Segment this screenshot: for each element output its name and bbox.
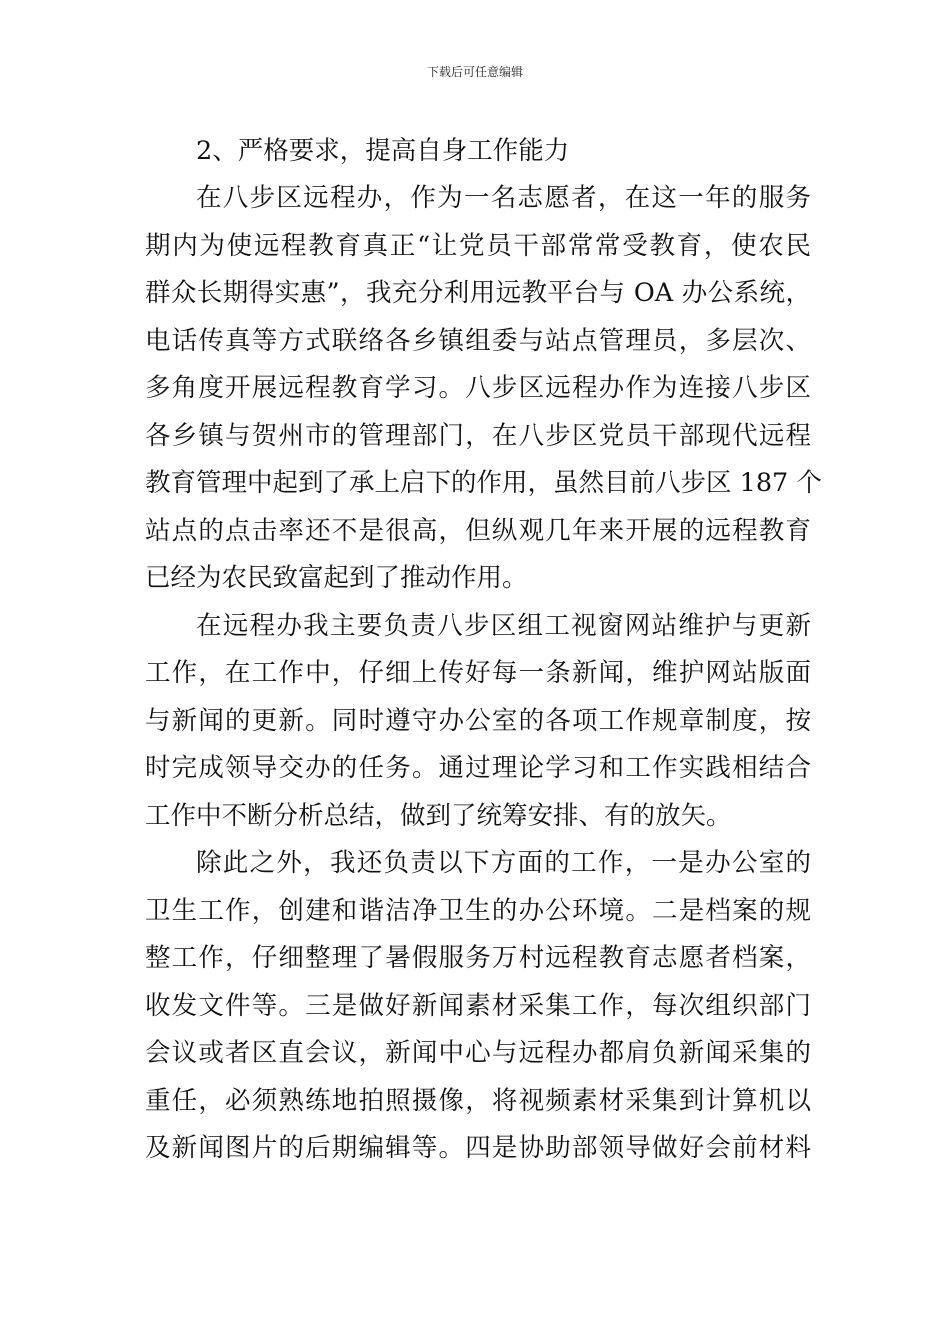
text-line: 重任，必须熟练地拍照摄像，将视频素材采集到计算机以 [145, 1085, 811, 1116]
paragraph-1 [145, 175, 822, 603]
paragraph-2 [145, 603, 811, 841]
text-line: 站点的点击率还不是很高，但纵观几年来开展的远程教育 [145, 515, 811, 546]
page-header: 下载后可任意编辑 [426, 65, 523, 79]
text-line: 及新闻图片的后期编辑等。四是协助部领导做好会前材料 [145, 1133, 811, 1163]
text-line: 各乡镇与贺州市的管理部门，在八步区党员干部现代远程 [145, 420, 811, 451]
text-line: 收发文件等。三是做好新闻素材采集工作，每次组织部门 [145, 990, 811, 1021]
text-line: 期内为使远程教育真正“让党员干部常常受教育，使农民 [145, 230, 811, 261]
text-line: 在远程办我主要负责八步区组工视窗网站维护与更新 [196, 610, 811, 641]
text-line: 整工作，仔细整理了暑假服务万村远程教育志愿者档案， [145, 943, 811, 973]
text-line: 多角度开展远程教育学习。八步区远程办作为连接八步区 [145, 373, 811, 403]
text-line: 在八步区远程办，作为一名志愿者，在这一年的服务 [196, 183, 811, 213]
text-line: 已经为农民致富起到了推动作用。 [145, 563, 528, 593]
text-line: 会议或者区直会议，新闻中心与远程办都肩负新闻采集的 [145, 1038, 811, 1068]
text-line: 工作，在工作中，仔细上传好每一条新闻，维护网站版面 [145, 658, 811, 688]
text-line: 卫生工作，创建和谐洁净卫生的办公环境。二是档案的规 [145, 895, 811, 926]
document-body [145, 128, 822, 1173]
text-line: 工作中不断分析总结，做到了统筹安排、有的放矢。 [145, 800, 732, 831]
text-line: 群众长期得实惠”，我充分利用远教平台与 OA 办公系统， [145, 278, 811, 308]
text-line: 除此之外，我还负责以下方面的工作，一是办公室的 [196, 848, 811, 878]
text-line: 教育管理中起到了承上启下的作用，虽然目前八步区 187 个 [145, 468, 822, 498]
text-line: 与新闻的更新。同时遵守办公室的各项工作规章制度，按 [145, 705, 811, 736]
paragraph-3 [145, 840, 811, 1173]
section-heading: 2、严格要求，提高自身工作能力 [196, 136, 570, 166]
text-line: 电话传真等方式联络各乡镇组委与站点管理员，多层次、 [145, 325, 811, 356]
text-line: 时完成领导交办的任务。通过理论学习和工作实践相结合 [145, 753, 811, 783]
